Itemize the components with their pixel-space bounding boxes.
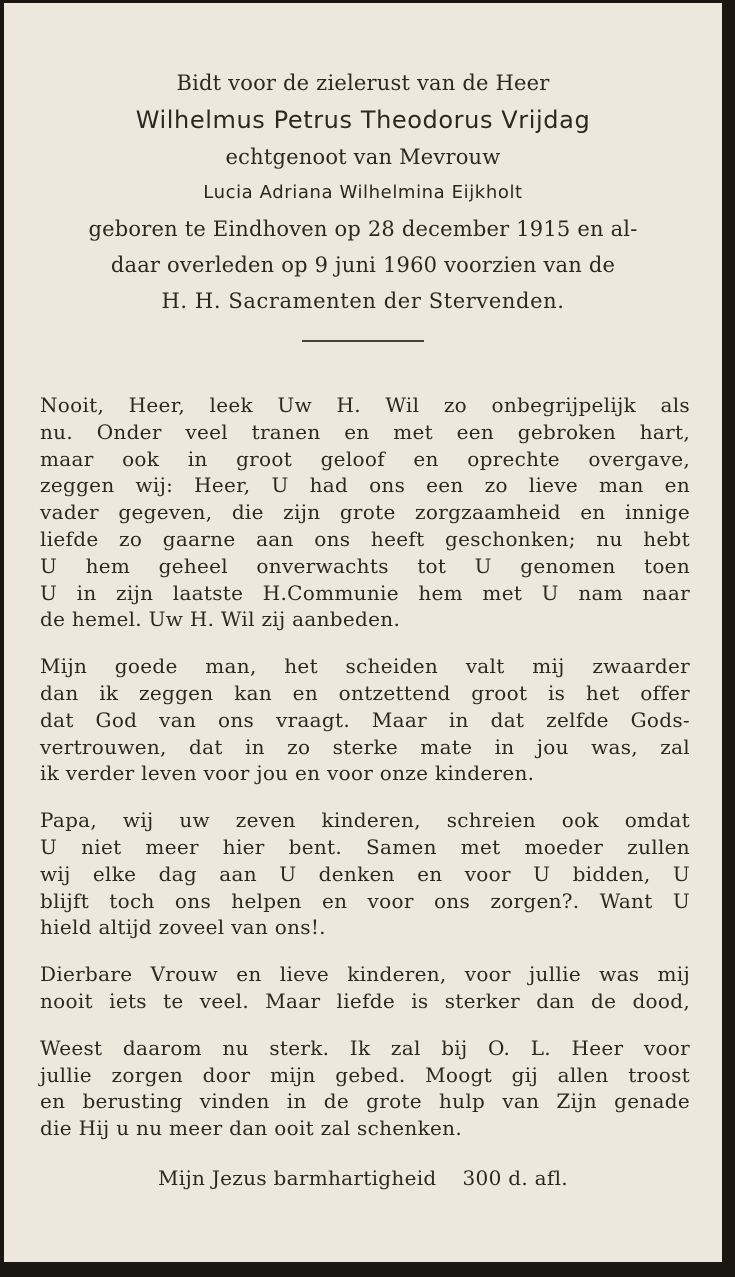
paragraph-3 [40, 807, 690, 941]
card-body [40, 392, 690, 1162]
closing-prayer: Mijn Jezus barmhartigheid [158, 1166, 437, 1190]
text-line: die Hij u nu meer dan ooit zal schenken. [40, 1116, 463, 1141]
text-line: dan ik zeggen kan en ontzettend groot is het offer [40, 680, 690, 705]
text-line: liefde zo gaarne aan ons heeft geschonken; nu hebt [40, 526, 690, 551]
text-line: jullie zorgen door mijn gebed. Moogt gij allen troost [40, 1062, 690, 1087]
text-line: Mijn goede man, het scheiden valt mij zwaarder [40, 654, 690, 679]
paragraph-2 [40, 653, 690, 787]
death-line: daar overleden op 9 juni 1960 voorzien van de [110, 253, 616, 277]
text-line: en berusting vinden in de grote hulp van Zijn genade [40, 1089, 690, 1114]
spouse-name: Lucia Adriana Wilhelmina Eijkholt [203, 182, 523, 203]
text-line: dat God van ons vraagt. Maar in dat zelfde Gods- [40, 707, 690, 732]
text-line: maar ook in groot geloof en oprechte overgave, [40, 446, 690, 471]
text-line: nooit iets te veel. Maar liefde is sterker dan de dood, [40, 988, 690, 1013]
text-line: U hem geheel onverwachts tot U genomen toen [40, 553, 690, 578]
text-line: Papa, wij uw zeven kinderen, schreien ook omdat [40, 808, 690, 833]
sacraments-line: H. H. Sacramenten der Stervenden. [161, 289, 565, 313]
text-line: vader gegeven, die zijn grote zorgzaamheid en innige [40, 500, 690, 525]
text-line: U in zijn laatste H.Communie hem met U nam naar [40, 580, 690, 605]
birth-line: geboren te Eindhoven op 28 december 1915 en al- [88, 217, 638, 241]
prayer-intro: Bidt voor de zielerust van de Heer [176, 71, 550, 95]
text-line: wij elke dag aan U denken en voor U bidden, U [40, 861, 690, 886]
indulgence-note: 300 d. afl. [462, 1166, 568, 1190]
text-line: U niet meer hier bent. Samen met moeder zullen [40, 834, 690, 859]
text-line: zeggen wij: Heer, U had ons een zo lieve man en [40, 473, 690, 498]
paragraph-4 [40, 961, 690, 1015]
text-line: Weest daarom nu sterk. Ik zal bij O. L. Heer voor [40, 1035, 690, 1060]
card-header [4, 65, 722, 319]
card-footer [4, 1166, 722, 1190]
paragraph-5 [40, 1035, 690, 1142]
text-line: Dierbare Vrouw en lieve kinderen, voor jullie was mij [40, 962, 690, 987]
text-line: blijft toch ons helpen en voor ons zorgen?. Want U [40, 888, 690, 913]
text-line: de hemel. Uw H. Wil zij aanbeden. [40, 607, 401, 632]
deceased-name: Wilhelmus Petrus Theodorus Vrijdag [135, 106, 591, 134]
spouse-intro: echtgenoot van Mevrouw [225, 145, 501, 169]
text-line: ik verder leven voor jou en voor onze kinderen. [40, 761, 535, 786]
paragraph-1 [40, 392, 690, 633]
text-line: hield altijd zoveel van ons!. [40, 915, 326, 940]
text-line: Nooit, Heer, leek Uw H. Wil zo onbegrijpelijk als [40, 393, 690, 417]
text-line: vertrouwen, dat in zo sterke mate in jou was, zal [40, 734, 690, 759]
text-line: nu. Onder veel tranen en met een gebroken hart, [40, 419, 690, 444]
memorial-card [4, 3, 722, 1262]
header-divider [302, 340, 424, 342]
